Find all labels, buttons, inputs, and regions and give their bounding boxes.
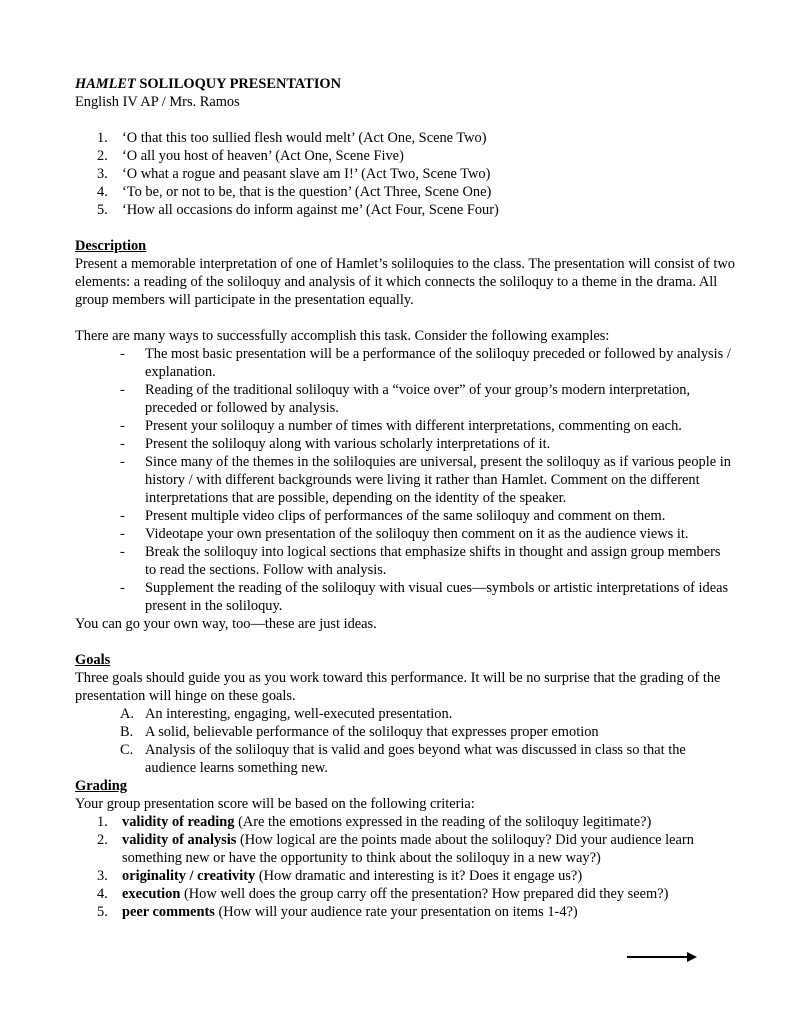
list-item	[75, 885, 735, 903]
list-item	[75, 417, 735, 435]
description-body: Present a memorable interpretation of one of Hamlet’s soliloquies to the class. The presentation will consist of two elements: a reading of the soliloquy and analysis of it which connects the soliloquy to a theme in the drama. All group members will participate in the presentation equally.	[75, 256, 735, 308]
examples-list	[75, 345, 735, 615]
document-title	[75, 75, 735, 93]
soliloquy-list	[75, 129, 735, 219]
item-letter: A.	[120, 706, 134, 722]
item-text: Since many of the themes in the soliloquies are universal, present the soliloquy as if various people in history / with different backgrounds were living it rather than Hamlet. Comment on the different interpretations that are possible, depending on the identity of the speaker.	[145, 454, 731, 506]
list-item	[75, 147, 735, 165]
item-text: Present multiple video clips of performances of the same soliloquy and comment on them.	[145, 508, 666, 524]
item-text: Present the soliloquy along with various scholarly interpretations of it.	[145, 436, 551, 452]
criterion-name: execution	[122, 886, 181, 902]
item-letter: C.	[120, 742, 134, 758]
criterion-name: validity of reading	[122, 814, 235, 830]
item-text: Reading of the traditional soliloquy with a “voice over” of your group’s modern interpretation, preceded or followed by analysis.	[145, 382, 691, 416]
grading-list	[75, 813, 735, 921]
item-number: 1.	[97, 814, 108, 830]
list-item	[75, 831, 735, 867]
list-item	[75, 543, 735, 579]
list-item	[75, 705, 735, 723]
item-text: ‘How all occasions do inform against me’ (Act Four, Scene Four)	[122, 202, 499, 218]
criterion-name: originality / creativity	[122, 868, 256, 884]
dash-bullet: -	[120, 454, 125, 470]
list-item	[75, 525, 735, 543]
item-text: An interesting, engaging, well-executed presentation.	[145, 706, 453, 722]
criterion-name: validity of analysis	[122, 832, 237, 848]
list-item	[75, 165, 735, 183]
dash-bullet: -	[120, 580, 125, 596]
examples-closing: You can go your own way, too—these are just ideas.	[75, 616, 377, 632]
item-text: ‘O what a rogue and peasant slave am I!’ (Act Two, Scene Two)	[122, 166, 491, 182]
goals-heading: Goals	[75, 652, 111, 668]
item-text: Videotape your own presentation of the soliloquy then comment on it as the audience views it.	[145, 526, 689, 542]
dash-bullet: -	[120, 382, 125, 398]
item-text: Present your soliloquy a number of times with different interpretations, commenting on each.	[145, 418, 682, 434]
item-number: 5.	[97, 904, 108, 920]
item-text: A solid, believable performance of the soliloquy that expresses proper emotion	[145, 724, 599, 740]
item-number: 1.	[97, 130, 108, 146]
grading-heading: Grading	[75, 778, 127, 794]
criterion-text: (How well does the group carry off the presentation? How prepared did they seem?)	[180, 886, 669, 902]
criterion-text: (Are the emotions expressed in the reading of the soliloquy legitimate?)	[234, 814, 652, 830]
item-number: 2.	[97, 148, 108, 164]
item-text: Analysis of the soliloquy that is valid and goes beyond what was discussed in class so that the audience learns something new.	[145, 742, 686, 776]
dash-bullet: -	[120, 508, 125, 524]
right-arrow-icon	[627, 951, 697, 963]
dash-bullet: -	[120, 526, 125, 542]
item-number: 5.	[97, 202, 108, 218]
dash-bullet: -	[120, 544, 125, 560]
item-number: 4.	[97, 886, 108, 902]
criterion-name: peer comments	[122, 904, 215, 920]
criterion-text: (How dramatic and interesting is it? Does it engage us?)	[255, 868, 583, 884]
item-text: Break the soliloquy into logical sections that emphasize shifts in thought and assign group members to read the sections. Follow with analysis.	[145, 544, 721, 578]
list-item	[75, 201, 735, 219]
description-heading: Description	[75, 238, 147, 254]
list-item	[75, 579, 735, 615]
dash-bullet: -	[120, 436, 125, 452]
goals-list	[75, 705, 735, 777]
criterion-text: (How logical are the points made about the soliloquy? Did your audience learn something new or have the opportunity to think about the soliloquy in a new way?)	[122, 832, 694, 866]
criterion-text: (How will your audience rate your presentation on items 1-4?)	[214, 904, 578, 920]
list-item	[75, 867, 735, 885]
title-rest: SOLILOQUY PRESENTATION	[135, 76, 342, 92]
item-text: The most basic presentation will be a performance of the soliloquy preceded or followed by analysis / explanation.	[145, 346, 731, 380]
document-body	[75, 75, 735, 921]
examples-intro: There are many ways to successfully accomplish this task. Consider the following examples:	[75, 328, 610, 344]
goals-body: Three goals should guide you as you work toward this performance. It will be no surprise that the grading of the presentation will hinge on these goals.	[75, 670, 721, 704]
item-text: ‘O that this too sullied flesh would melt’ (Act One, Scene Two)	[122, 130, 487, 146]
list-item	[75, 723, 735, 741]
dash-bullet: -	[120, 346, 125, 362]
item-text: Supplement the reading of the soliloquy with visual cues—symbols or artistic interpretations of ideas present in the soliloquy.	[145, 580, 729, 614]
list-item	[75, 435, 735, 453]
item-number: 3.	[97, 868, 108, 884]
item-number: 3.	[97, 166, 108, 182]
list-item	[75, 507, 735, 525]
item-number: 2.	[97, 832, 108, 848]
grading-body: Your group presentation score will be based on the following criteria:	[75, 796, 475, 812]
list-item	[75, 741, 735, 777]
list-item	[75, 183, 735, 201]
item-letter: B.	[120, 724, 134, 740]
list-item	[75, 381, 735, 417]
list-item	[75, 345, 735, 381]
item-text: ‘To be, or not to be, that is the question’ (Act Three, Scene One)	[122, 184, 492, 200]
list-item	[75, 129, 735, 147]
list-item	[75, 453, 735, 507]
dash-bullet: -	[120, 418, 125, 434]
list-item	[75, 813, 735, 831]
item-text: ‘O all you host of heaven’ (Act One, Scene Five)	[122, 148, 404, 164]
document-subtitle: English IV AP / Mrs. Ramos	[75, 94, 240, 110]
list-item	[75, 903, 735, 921]
item-number: 4.	[97, 184, 108, 200]
title-italic: HAMLET	[75, 76, 136, 92]
